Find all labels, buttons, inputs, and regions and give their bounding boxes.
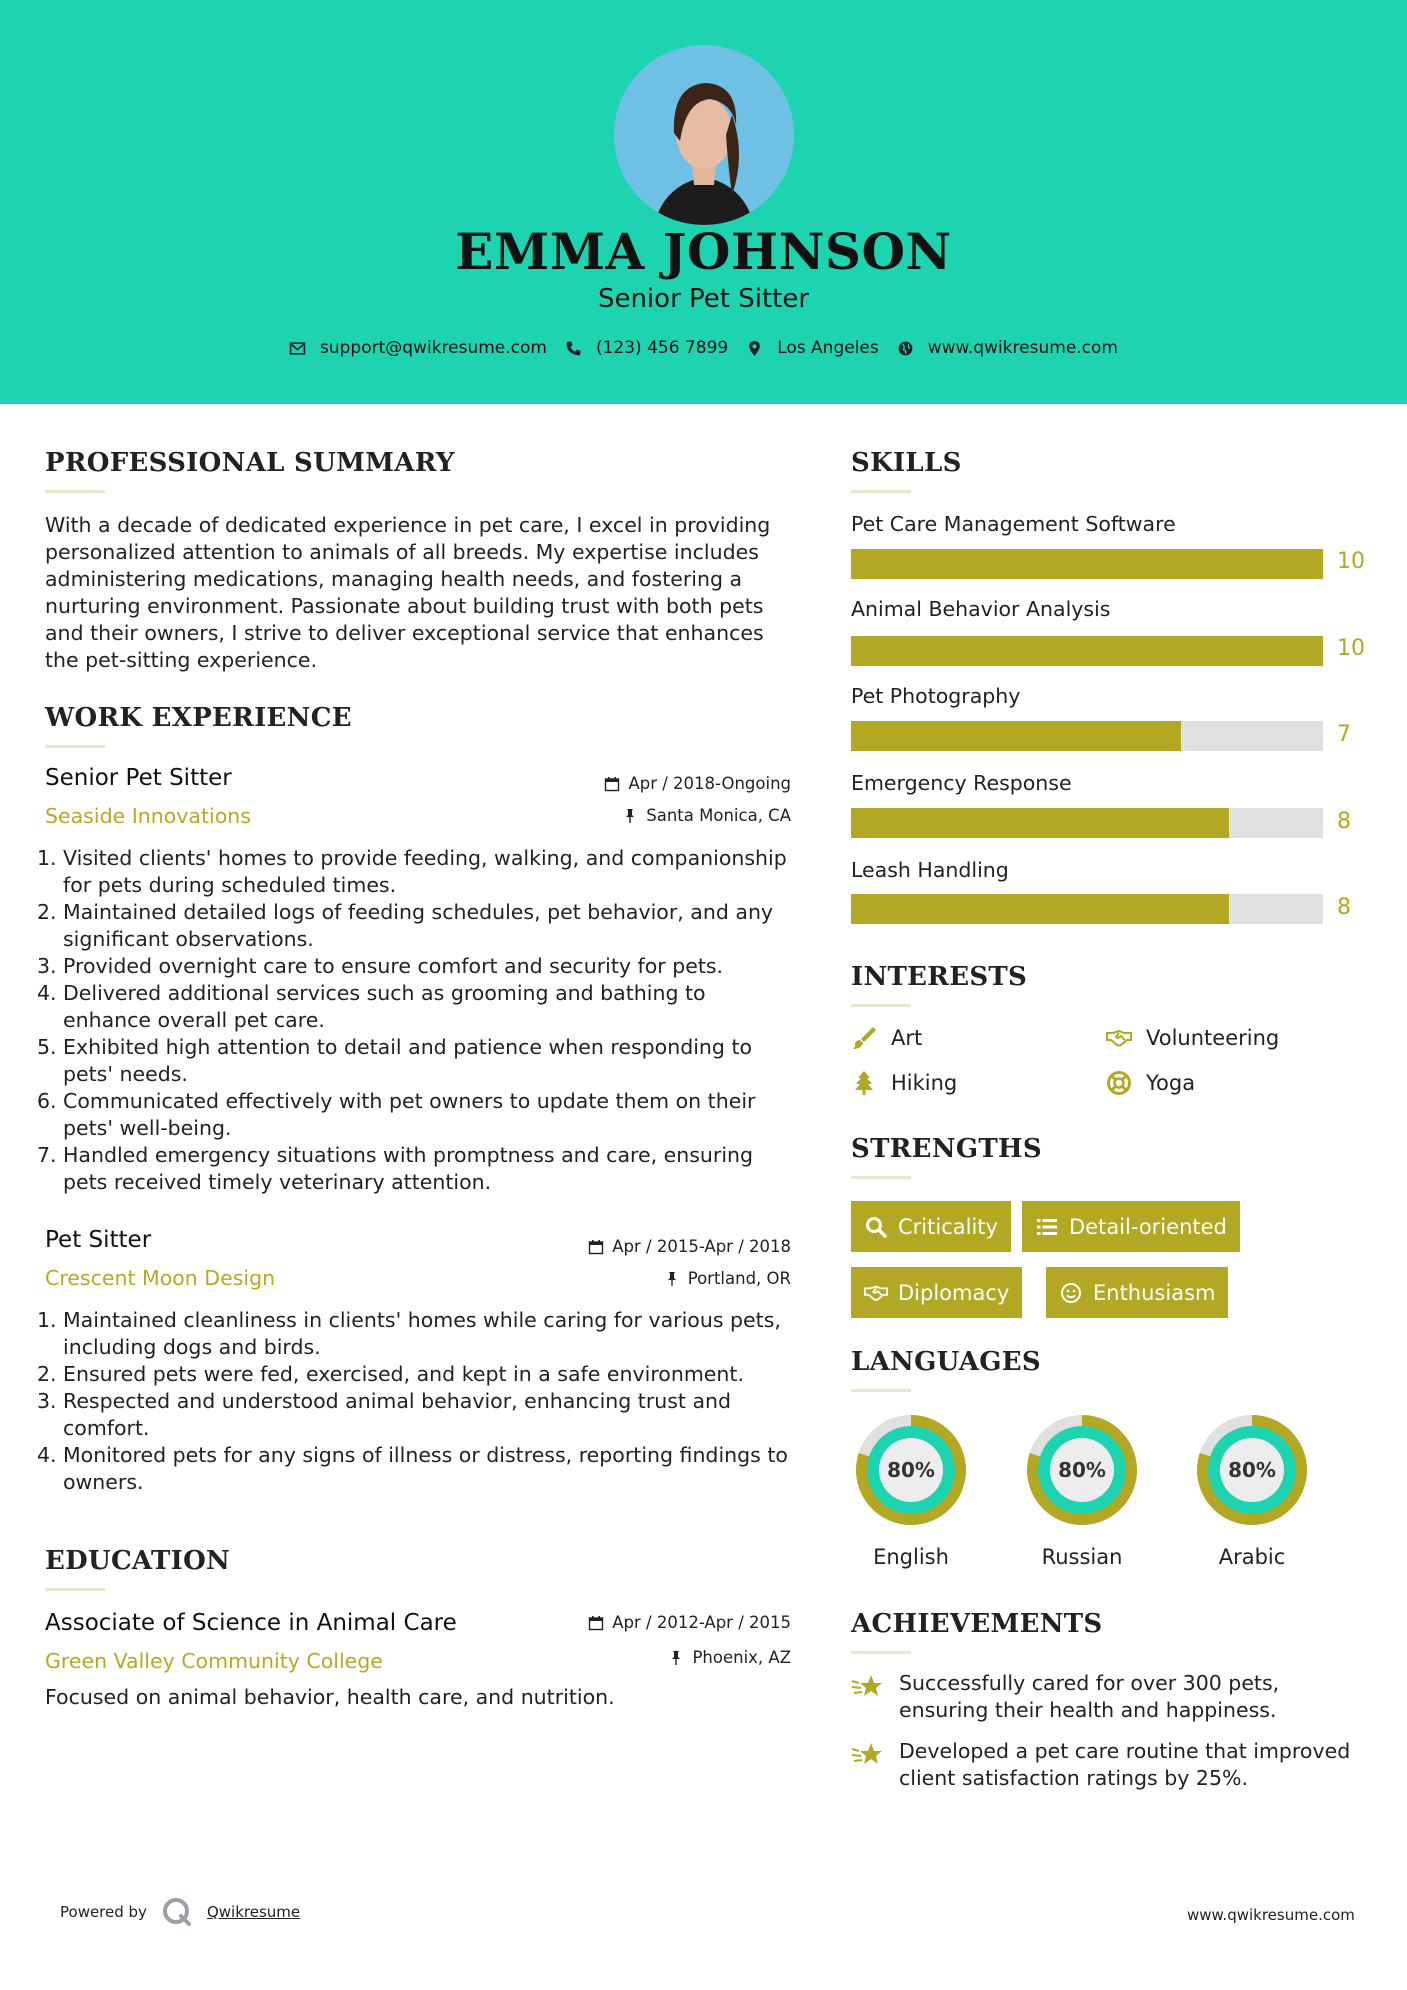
envelope-icon [289, 340, 306, 357]
achievement-item [851, 1738, 1371, 1792]
achievement-text: Developed a pet care routine that improved client satisfaction ratings by 25%. [899, 1739, 1351, 1790]
tree-icon [851, 1070, 877, 1096]
interest-label: Hiking [891, 1071, 958, 1095]
profile-photo [614, 45, 794, 225]
interest-label: Art [891, 1026, 923, 1050]
school-name: Green Valley Community College [45, 1649, 383, 1673]
interest-item [1106, 1025, 1279, 1051]
calendar-icon [588, 1615, 604, 1631]
lifebuoy-icon [1106, 1070, 1132, 1096]
language-donut [850, 1409, 972, 1531]
contact-location [746, 338, 879, 358]
interest-label: Yoga [1146, 1071, 1196, 1095]
location-text: Los Angeles [777, 338, 879, 358]
pushpin-icon [668, 1650, 684, 1666]
website-text: www.qwikresume.com [927, 338, 1118, 358]
candidate-name: EMMA JOHNSON [455, 222, 952, 281]
language-gauge [1191, 1409, 1313, 1535]
job-bullets [37, 845, 795, 1196]
qwikresume-link[interactable]: Qwikresume [206, 1903, 301, 1921]
contact-website[interactable] [897, 338, 1118, 358]
language-donut [1191, 1409, 1313, 1531]
skill-name: Leash Handling [851, 858, 1009, 882]
language-name: Russian [1041, 1545, 1123, 1569]
summary-text: With a decade of dedicated experience in pet care, I excel in providing personalized attention to animals of all breeds. My expertise includes administering medications, managing health needs, and fostering a nurturing environment. Passionate about building trust with both pets and their owners, I strive to deliver exceptional service that enhances the pet-sitting experience. [45, 513, 771, 672]
achievement-item [851, 1670, 1371, 1724]
pushpin-icon [664, 1271, 680, 1287]
skill-name: Animal Behavior Analysis [851, 597, 1111, 621]
list-item: 2. Maintained detailed logs of feeding schedules, pet behavior, and any significant observations. [37, 900, 774, 951]
resume-header [0, 0, 1407, 404]
skill-bar-fill [851, 808, 1229, 838]
language-gauge [850, 1409, 972, 1535]
education-underline [45, 1588, 105, 1591]
language-donut [1021, 1409, 1143, 1531]
interests-heading: INTERESTS [851, 962, 1028, 992]
list-item: 2. Ensured pets were fed, exercised, and kept in a safe environment. [37, 1362, 744, 1386]
job-bullets [37, 1307, 795, 1496]
education-location-text: Phoenix, AZ [692, 1648, 791, 1667]
education-description: Focused on animal behavior, health care, and nutrition. [45, 1685, 615, 1709]
achievements-heading: ACHIEVEMENTS [851, 1609, 1103, 1639]
list-item: 4. Monitored pets for any signs of illness or distress, reporting findings to owners. [37, 1443, 788, 1494]
list-icon [1035, 1215, 1059, 1239]
strength-label: Diplomacy [898, 1280, 1010, 1305]
experience-heading: WORK EXPERIENCE [45, 703, 352, 733]
list-item: 3. Respected and understood animal behavior, enhancing trust and comfort. [37, 1389, 732, 1440]
skill-value: 10 [1337, 549, 1365, 574]
phone-text: (123) 456 7899 [595, 338, 729, 358]
language-name: Arabic [1218, 1545, 1286, 1569]
language-percent: 80% [1058, 1458, 1106, 1482]
strength-tag [1022, 1201, 1240, 1252]
skill-bar [851, 549, 1323, 579]
list-item: 4. Delivered additional services such as grooming and bathing to enhance overall pet care. [37, 981, 706, 1032]
skill-name: Pet Care Management Software [851, 512, 1176, 536]
strength-tag [1046, 1267, 1228, 1318]
powered-by-label: Powered by [60, 1903, 147, 1921]
interest-item [851, 1025, 922, 1051]
job-location-text: Santa Monica, CA [646, 806, 791, 825]
languages-underline [851, 1389, 911, 1392]
skill-value: 8 [1337, 809, 1351, 834]
skill-bar-fill [851, 894, 1229, 924]
list-item: 7. Handled emergency situations with promptness and care, ensuring pets received timely veterinary attention. [37, 1143, 754, 1194]
paintbrush-icon [851, 1025, 877, 1051]
job-title: Senior Pet Sitter [45, 765, 232, 791]
skill-bar [851, 808, 1323, 838]
interest-item [851, 1070, 957, 1096]
job-title: Pet Sitter [45, 1227, 152, 1253]
map-pin-icon [746, 340, 763, 357]
list-item: 1. Maintained cleanliness in clients' homes while caring for various pets, including dogs and birds. [37, 1308, 781, 1359]
shooting-star-icon [851, 1740, 885, 1770]
skill-value: 8 [1337, 895, 1351, 920]
strength-label: Detail-oriented [1069, 1214, 1227, 1239]
strengths-heading: STRENGTHS [851, 1134, 1042, 1164]
skill-value: 10 [1337, 636, 1365, 661]
email-text: support@qwikresume.com [320, 338, 547, 358]
candidate-role: Senior Pet Sitter [597, 284, 810, 314]
skill-bar [851, 894, 1323, 924]
strength-label: Enthusiasm [1093, 1280, 1216, 1305]
interests-underline [851, 1004, 911, 1007]
list-item: 6. Communicated effectively with pet owners to update them on their pets' well-being. [37, 1089, 756, 1140]
achievement-text: Successfully cared for over 300 pets, ensuring their health and happiness. [899, 1671, 1280, 1722]
contact-email[interactable] [289, 338, 547, 358]
summary-heading: PROFESSIONAL SUMMARY [45, 448, 455, 478]
language-gauge [1021, 1409, 1143, 1535]
job-dates-text: Apr / 2015-Apr / 2018 [612, 1237, 791, 1256]
job-location [500, 1269, 791, 1288]
skills-heading: SKILLS [851, 448, 962, 478]
strength-tag [851, 1267, 1022, 1318]
skill-bar-fill [851, 721, 1181, 751]
job-dates [500, 1237, 791, 1256]
job-location [500, 806, 791, 825]
calendar-icon [588, 1239, 604, 1255]
contact-phone[interactable] [565, 338, 728, 358]
language-name: English [873, 1545, 949, 1569]
skill-name: Emergency Response [851, 771, 1072, 795]
qwikresume-logo-icon [161, 1896, 193, 1928]
calendar-icon [604, 776, 620, 792]
phone-icon [565, 340, 582, 357]
search-icon [864, 1215, 888, 1239]
list-item: 1. Visited clients' homes to provide feeding, walking, and companionship for pets during scheduled times. [37, 846, 787, 897]
experience-underline [45, 745, 105, 748]
smile-icon [1059, 1281, 1083, 1305]
education-dates [500, 1613, 791, 1632]
interest-item [1106, 1070, 1195, 1096]
education-location [500, 1648, 791, 1667]
language-percent: 80% [887, 1458, 935, 1482]
strength-label: Criticality [898, 1214, 998, 1239]
languages-heading: LANGUAGES [851, 1347, 1041, 1377]
education-heading: EDUCATION [45, 1546, 231, 1576]
degree-title: Associate of Science in Animal Care [45, 1610, 457, 1636]
achievements-underline [851, 1651, 911, 1654]
contact-bar [0, 338, 1407, 358]
skill-bar [851, 636, 1323, 666]
strength-tag [851, 1201, 1011, 1252]
job-location-text: Portland, OR [687, 1269, 791, 1288]
job-dates [500, 774, 791, 793]
list-item: 5. Exhibited high attention to detail and patience when responding to pets' needs. [37, 1035, 753, 1086]
skill-bar-fill [851, 549, 1323, 579]
language-percent: 80% [1228, 1458, 1276, 1482]
skill-name: Pet Photography [851, 684, 1021, 708]
globe-icon [897, 340, 914, 357]
shooting-star-icon [851, 1672, 885, 1702]
handshake-icon [864, 1281, 888, 1305]
job-dates-text: Apr / 2018-Ongoing [628, 774, 791, 793]
strengths-underline [851, 1176, 911, 1179]
footer-powered-by [60, 1896, 300, 1928]
footer-website[interactable]: www.qwikresume.com [1187, 1906, 1355, 1924]
interest-label: Volunteering [1146, 1026, 1280, 1050]
job-company: Seaside Innovations [45, 804, 251, 828]
skill-value: 7 [1337, 722, 1351, 747]
skills-underline [851, 490, 911, 493]
job-company: Crescent Moon Design [45, 1266, 276, 1290]
education-dates-text: Apr / 2012-Apr / 2015 [612, 1613, 791, 1632]
handshake-icon [1106, 1025, 1132, 1051]
pushpin-icon [622, 808, 638, 824]
list-item: 3. Provided overnight care to ensure comfort and security for pets. [37, 954, 724, 978]
skill-bar-fill [851, 636, 1323, 666]
summary-underline [45, 490, 105, 493]
skill-bar [851, 721, 1323, 751]
